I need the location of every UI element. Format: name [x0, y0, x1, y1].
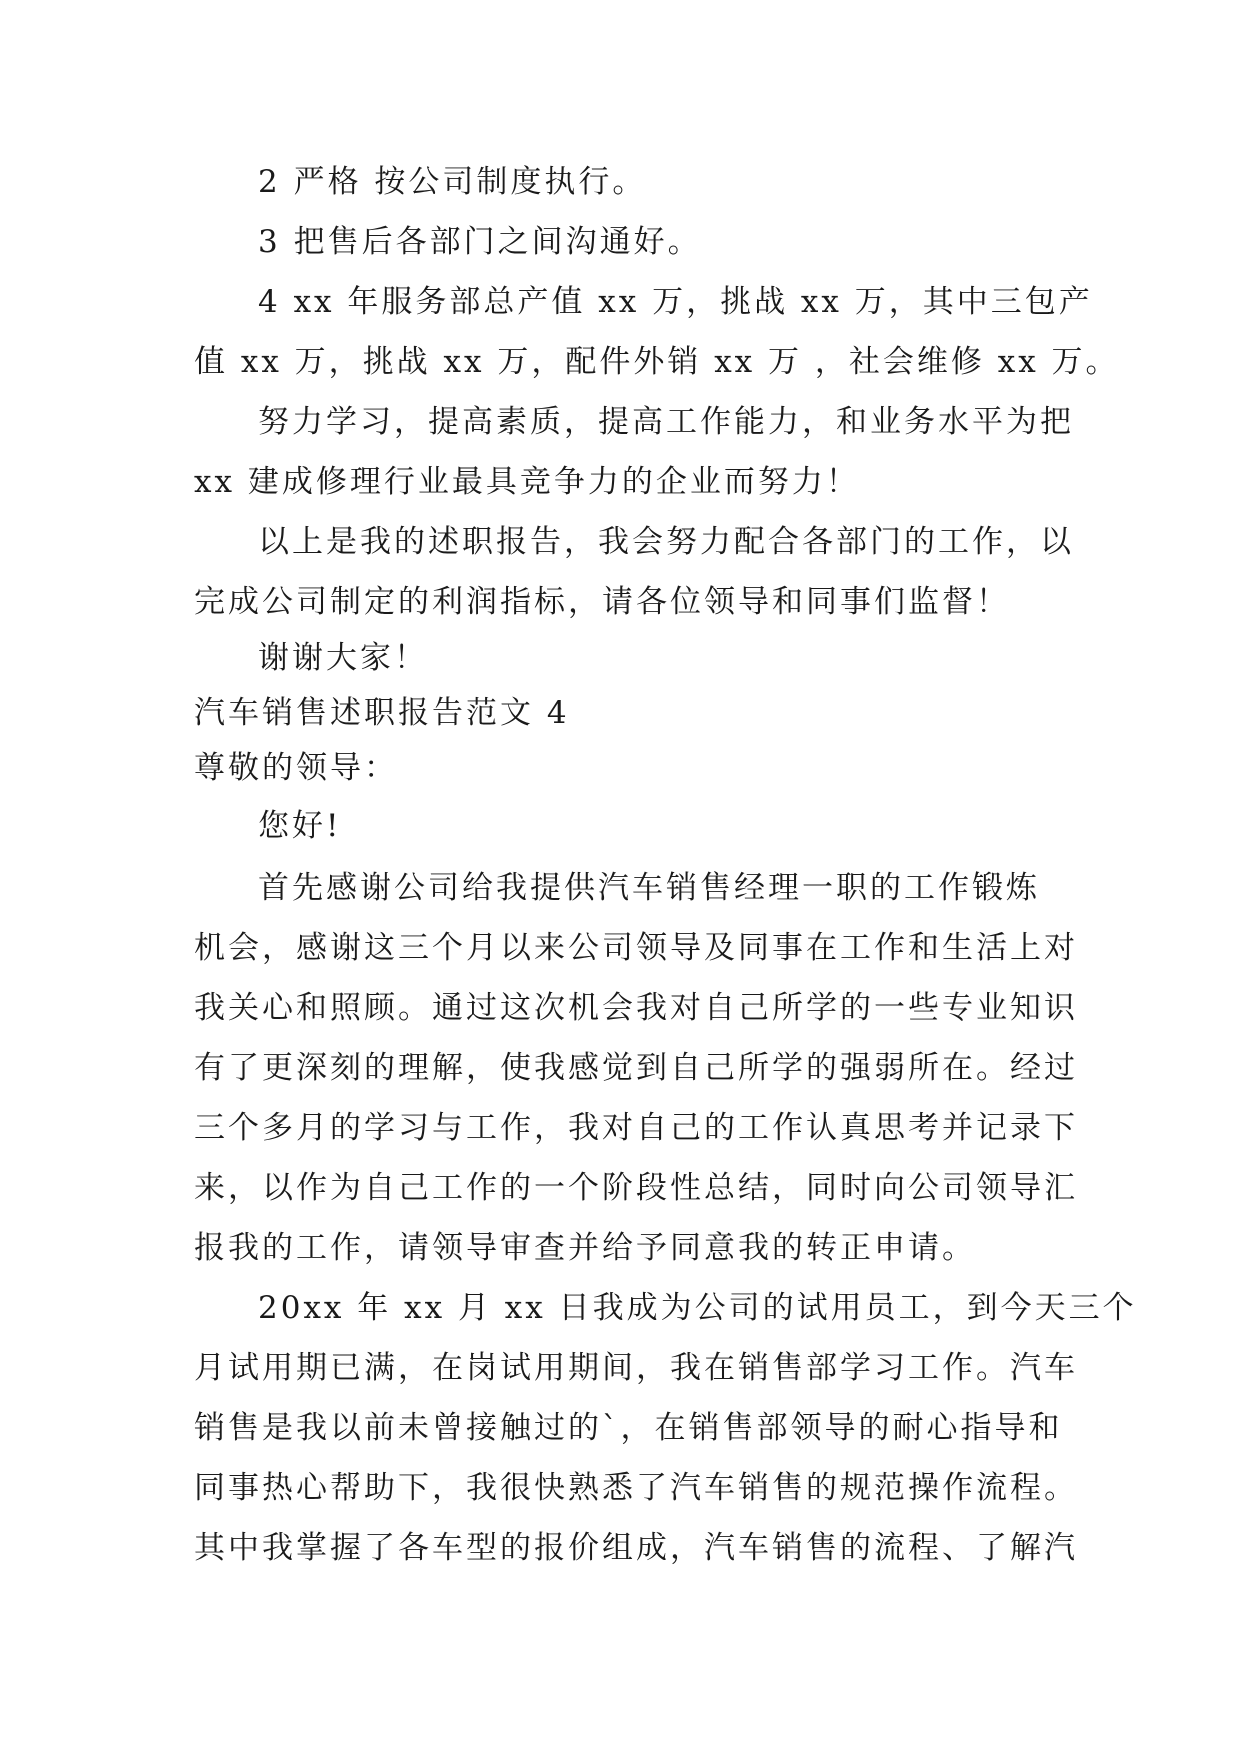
text-line: 以上是我的述职报告，我会努力配合各部门的工作，以	[258, 524, 1074, 560]
text-line: 首先感谢公司给我提供汽车销售经理一职的工作锻炼	[258, 870, 1040, 906]
text-line: 有了更深刻的理解，使我感觉到自己所学的强弱所在。经过	[194, 1050, 1078, 1086]
text-line: 3 把售后各部门之间沟通好。	[258, 224, 702, 260]
text-line: 我关心和照顾。通过这次机会我对自己所学的一些专业知识	[194, 990, 1078, 1026]
text-line: 机会，感谢这三个月以来公司领导及同事在工作和生活上对	[194, 930, 1078, 966]
text-line: 谢谢大家！	[258, 640, 428, 676]
text-line: 三个多月的学习与工作，我对自己的工作认真思考并记录下	[194, 1110, 1078, 1146]
text-line: xx 建成修理行业最具竞争力的企业而努力！	[194, 464, 860, 500]
text-line: 值 xx 万，挑战 xx 万，配件外销 xx 万 ，社会维修 xx 万。	[194, 344, 1120, 380]
text-line: 4 xx 年服务部总产值 xx 万，挑战 xx 万，其中三包产	[258, 284, 1093, 320]
text-line: 努力学习，提高素质，提高工作能力，和业务水平为把	[258, 404, 1074, 440]
text-line: 销售是我以前未曾接触过的`，在销售部领导的耐心指导和	[194, 1410, 1063, 1446]
text-line: 20xx 年 xx 月 xx 日我成为公司的试用员工，到今天三个	[258, 1290, 1137, 1326]
text-line: 其中我掌握了各车型的报价组成，汽车销售的流程、了解汽	[194, 1530, 1078, 1566]
text-line: 来，以作为自己工作的一个阶段性总结，同时向公司领导汇	[194, 1170, 1078, 1206]
text-line: 同事热心帮助下，我很快熟悉了汽车销售的规范操作流程。	[194, 1470, 1078, 1506]
text-line: 完成公司制定的利润指标，请各位领导和同事们监督！	[194, 584, 1010, 620]
greeting: 您好!	[258, 808, 342, 844]
section-heading: 汽车销售述职报告范文 4	[194, 695, 570, 731]
text-line: 报我的工作，请领导审查并给予同意我的转正申请。	[194, 1230, 976, 1266]
salutation: 尊敬的领导：	[194, 750, 398, 786]
text-line: 2 严格 按公司制度执行。	[258, 164, 647, 200]
text-line: 月试用期已满，在岗试用期间，我在销售部学习工作。汽车	[194, 1350, 1078, 1386]
